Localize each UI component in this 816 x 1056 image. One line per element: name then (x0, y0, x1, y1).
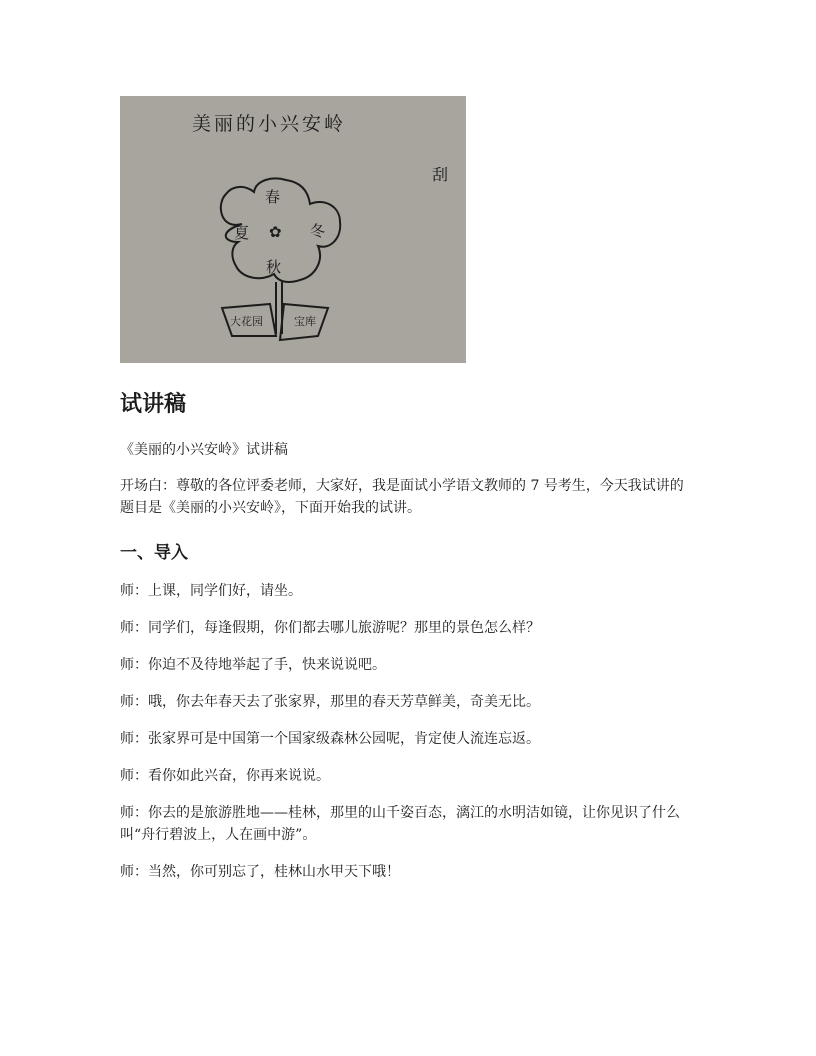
dialogue-line: 师：张家界可是中国第一个国家级森林公园呢，肯定使人流连忘返。 (120, 731, 540, 747)
dialogue-line: 师：当然，你可别忘了，桂林山水甲天下哦！ (120, 864, 400, 880)
flower-center-icon: ✿ (269, 223, 282, 241)
dialogue-line: 师：看你如此兴奋，你再来说说。 (120, 768, 330, 784)
season-autumn: 秋 (266, 258, 282, 276)
blackboard-design-photo (120, 96, 466, 363)
season-summer: 夏 (234, 224, 250, 242)
left-leaf-label: 大花园 (230, 315, 263, 328)
board-heading: 美丽的小兴安岭 (192, 113, 347, 135)
page-title: 试讲稿 (120, 392, 187, 417)
season-winter: 冬 (310, 222, 326, 240)
dialogue-line: 师：上课，同学们好，请坐。 (120, 583, 302, 599)
section-heading-intro: 一、导入 (120, 543, 188, 563)
dialogue-line: 师：哦，你去年春天去了张家界，那里的春天芳草鲜美，奇美无比。 (120, 694, 540, 710)
dialogue-line: 师：你迫不及待地举起了手，快来说说吧。 (120, 657, 386, 673)
dialogue-line: 师：同学们，每逢假期，你们都去哪儿旅游呢？那里的景色怎么样？ (120, 620, 540, 636)
opening-paragraph: 开场白：尊敬的各位评委老师，大家好，我是面试小学语文教师的 7 号考生，今天我试讲的题目是《美丽的小兴安岭》，下面开始我的试讲。 (120, 478, 684, 516)
board-author-mark: 刮 (432, 165, 449, 184)
document-page (120, 96, 696, 883)
season-spring: 春 (265, 188, 281, 206)
dialogue-line: 师：你去的是旅游胜地——桂林，那里的山千姿百态，漓江的水明洁如镜，让你见识了什么叫“舟行碧波上，人在画中游”。 (120, 805, 680, 843)
board-sketch (120, 96, 466, 363)
document-subtitle: 《美丽的小兴安岭》试讲稿 (120, 442, 288, 458)
right-leaf-label: 宝库 (294, 315, 316, 328)
